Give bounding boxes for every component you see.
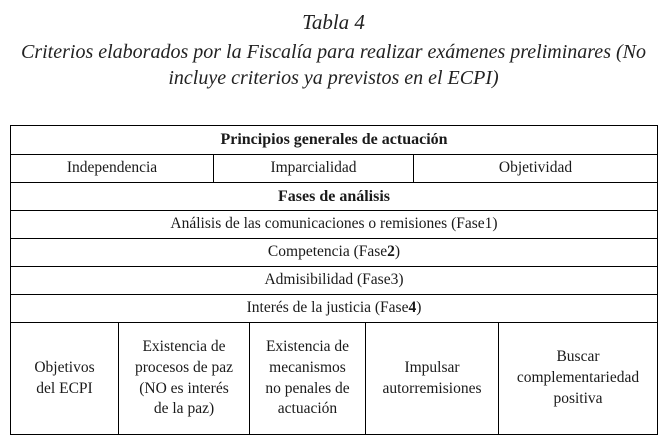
table-number: Tabla 4 [302,10,365,34]
fase-suffix: ) [492,215,498,233]
fase-1 [11,211,657,238]
fase-label: Competencia (Fase [267,243,388,261]
criteria-table [10,125,658,435]
fase-row [11,266,657,294]
principio-imparcialidad: Imparcialidad [213,155,413,182]
principios-header-row [11,126,657,154]
fase-row [11,294,657,322]
criterios-row [11,322,657,434]
criterio-procesos-paz: Existencia de procesos de paz (NO es interés de la paz) [118,323,249,434]
criterio-autorremisiones: Impulsar autorremisiones [365,323,498,434]
fase-number: 1 [484,215,493,233]
criterio-complementariedad: Buscar complementariedad positiva [498,323,657,434]
fase-3 [11,267,657,294]
fase-4 [11,295,657,322]
fase-suffix: ) [398,271,404,289]
fase-number: 4 [408,299,417,317]
fase-row [11,210,657,238]
principio-independencia: Independencia [66,159,158,177]
principios-header: Principios generales de actuación [220,131,448,149]
fase-suffix: ) [416,299,422,317]
fase-label: Análisis de las comunicaciones o remisiones (Fase [170,215,485,233]
fase-number: 3 [390,271,399,289]
fases-header-row [11,182,657,210]
fase-label: Admisibilidad (Fase [264,271,391,289]
fase-2 [11,239,657,266]
fases-header: Fases de análisis [277,187,390,205]
table-title-line-1: Criterios elaborados por la Fiscalía para realizar exámenes preliminares (No [21,41,646,63]
fase-row [11,238,657,266]
principio-objetividad: Objetividad [413,155,657,182]
fase-suffix: ) [394,243,401,261]
criterio-mecanismos-no-penales: Existencia de mecanismos no penales de actuación [249,323,365,434]
principios-row [11,154,657,182]
table-title-line-2: incluye criterios ya previstos en el ECPI) [168,67,499,89]
criterio-objetivos-ecpi: Objetivos del ECPI [34,358,95,397]
fase-number: 2 [387,243,395,261]
fase-label: Interés de la justicia (Fase [246,299,409,317]
